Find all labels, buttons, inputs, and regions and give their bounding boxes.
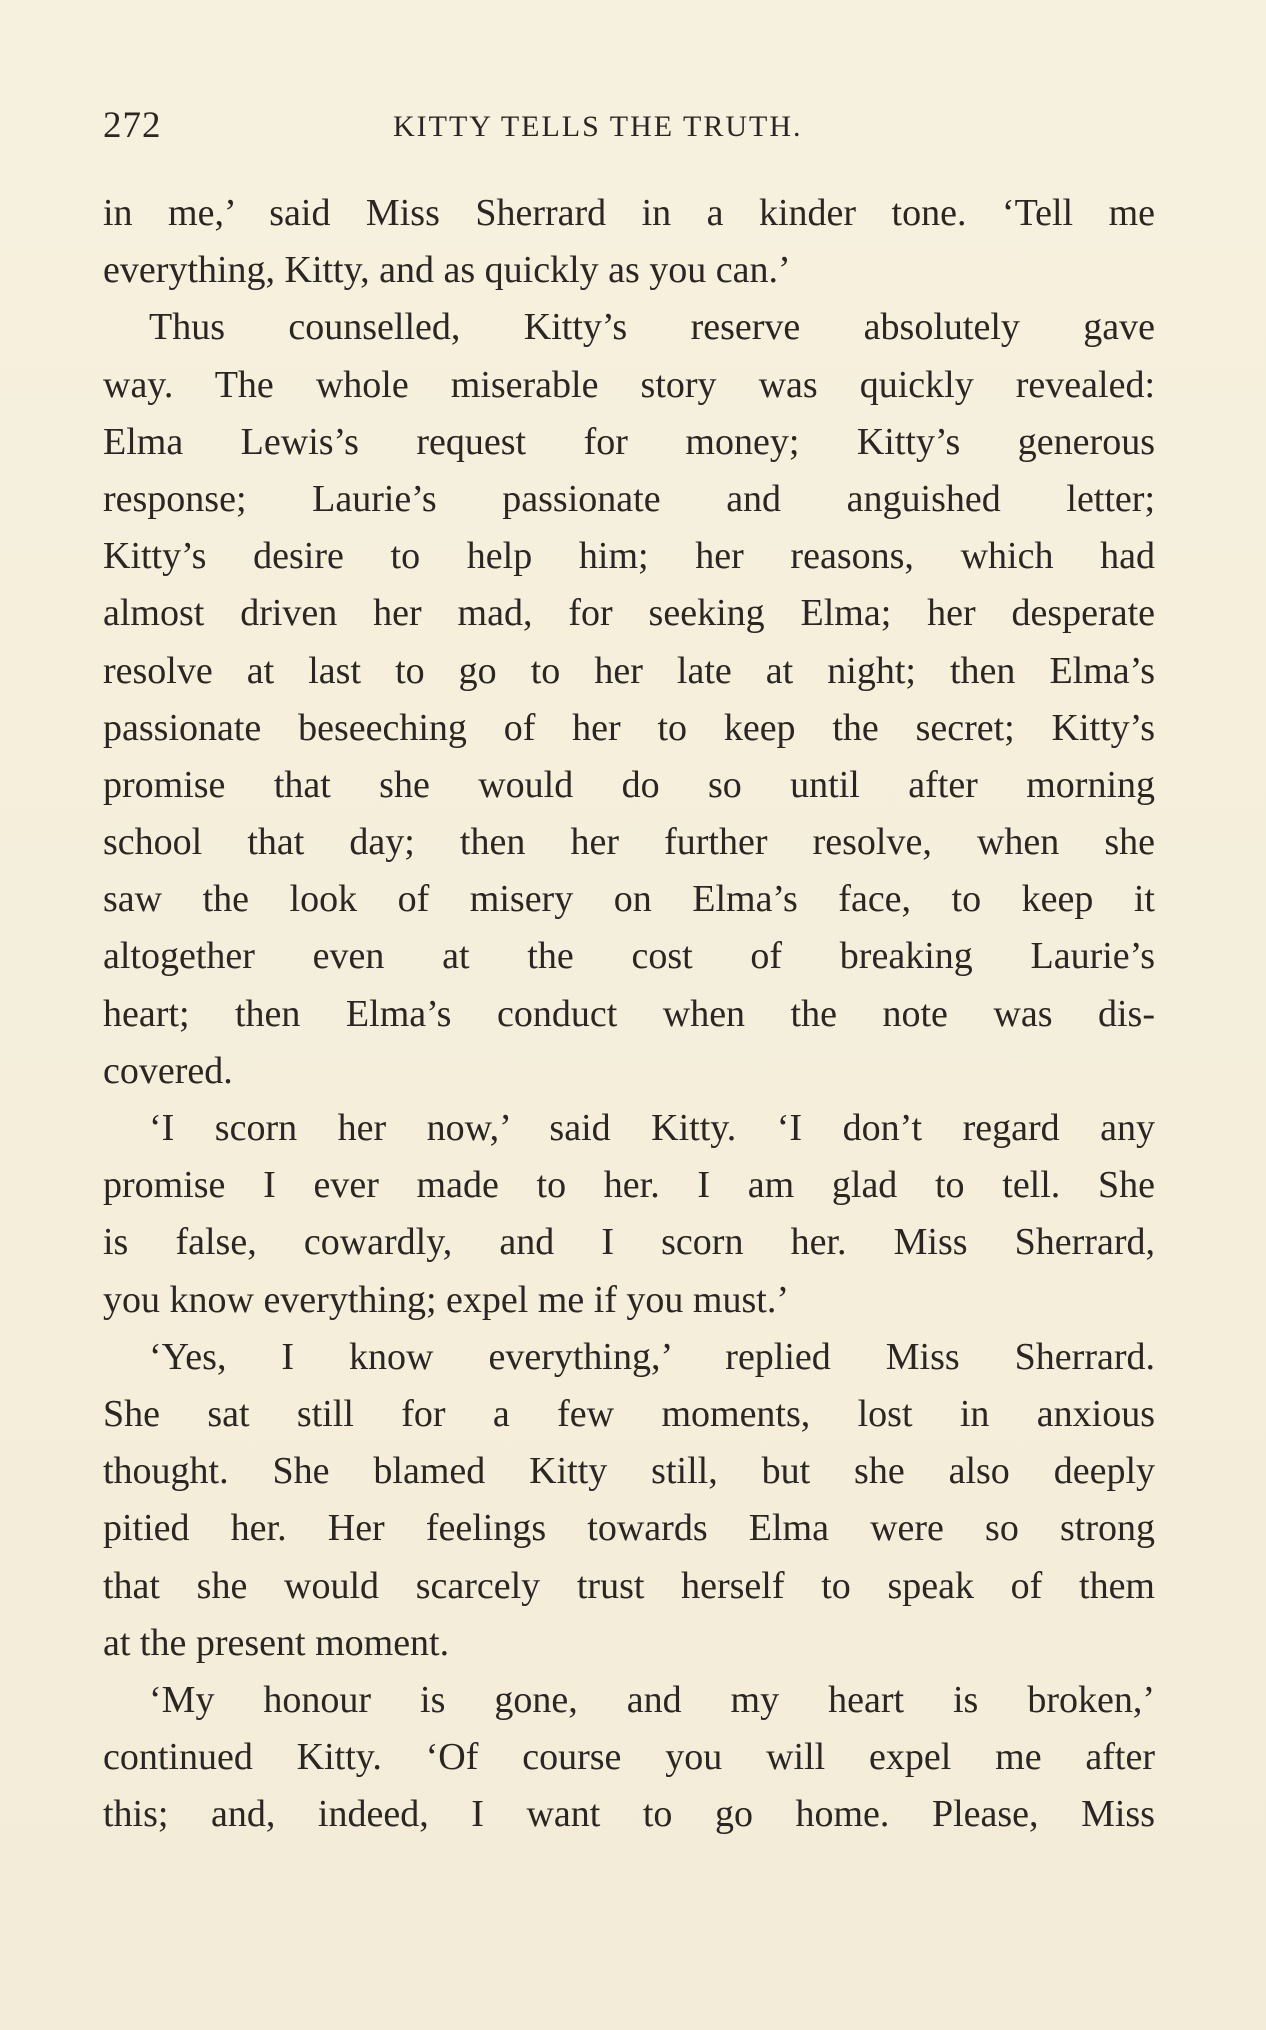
text-line: Thus counselled, Kitty’s reserve absolutely gave [149, 306, 1155, 349]
text-line: promise I ever made to her. I am glad to tell. She [103, 1164, 1155, 1207]
text-line: heart; then Elma’s conduct when the note was dis- [103, 992, 1155, 1035]
text-line: ‘My honour is gone, and my heart is broken,’ [149, 1678, 1155, 1721]
text-line: you know everything; expel me if you must.’ [103, 1278, 789, 1321]
text-line: thought. She blamed Kitty still, but she also deeply [103, 1450, 1155, 1493]
text-line: almost driven her mad, for seeking Elma; her desperate [103, 592, 1155, 635]
text-line: altogether even at the cost of breaking Laurie’s [103, 935, 1155, 978]
body-text [103, 185, 1155, 1843]
text-line: this; and, indeed, I want to go home. Please, Miss [103, 1793, 1155, 1836]
text-line: that she would scarcely trust herself to speak of them [103, 1564, 1155, 1607]
page-number: 272 [103, 105, 162, 146]
text-line: ‘I scorn her now,’ said Kitty. ‘I don’t regard any [149, 1107, 1155, 1149]
text-line: saw the look of misery on Elma’s face, to keep it [103, 878, 1155, 921]
running-title: KITTY TELLS THE TRUTH. [393, 110, 803, 143]
text-line: everything, Kitty, and as quickly as you can.’ [103, 249, 791, 292]
text-line: way. The whole miserable story was quickly revealed: [103, 363, 1155, 406]
text-line: resolve at last to go to her late at night; then Elma’s [103, 649, 1155, 692]
text-line: She sat still for a few moments, lost in anxious [103, 1392, 1155, 1435]
text-line: passionate beseeching of her to keep the secret; Kitty’s [103, 706, 1155, 749]
text-line: pitied her. Her feelings towards Elma were so strong [103, 1507, 1155, 1550]
text-line: is false, cowardly, and I scorn her. Miss Sherrard, [103, 1221, 1155, 1264]
page-header [103, 104, 1155, 164]
text-line: school that day; then her further resolve, when she [103, 821, 1155, 864]
text-line: at the present moment. [103, 1621, 450, 1664]
text-line: in me,’ said Miss Sherrard in a kinder tone. ‘Tell me [103, 192, 1155, 234]
text-line: promise that she would do so until after morning [103, 763, 1155, 806]
text-line: Kitty’s desire to help him; her reasons, which had [103, 535, 1155, 578]
text-line: continued Kitty. ‘Of course you will expel me after [103, 1736, 1155, 1779]
text-line: ‘Yes, I know everything,’ replied Miss Sherrard. [149, 1335, 1155, 1378]
text-line: covered. [103, 1049, 233, 1092]
text-line: response; Laurie’s passionate and anguished letter; [103, 477, 1155, 520]
text-line: Elma Lewis’s request for money; Kitty’s generous [103, 420, 1155, 463]
